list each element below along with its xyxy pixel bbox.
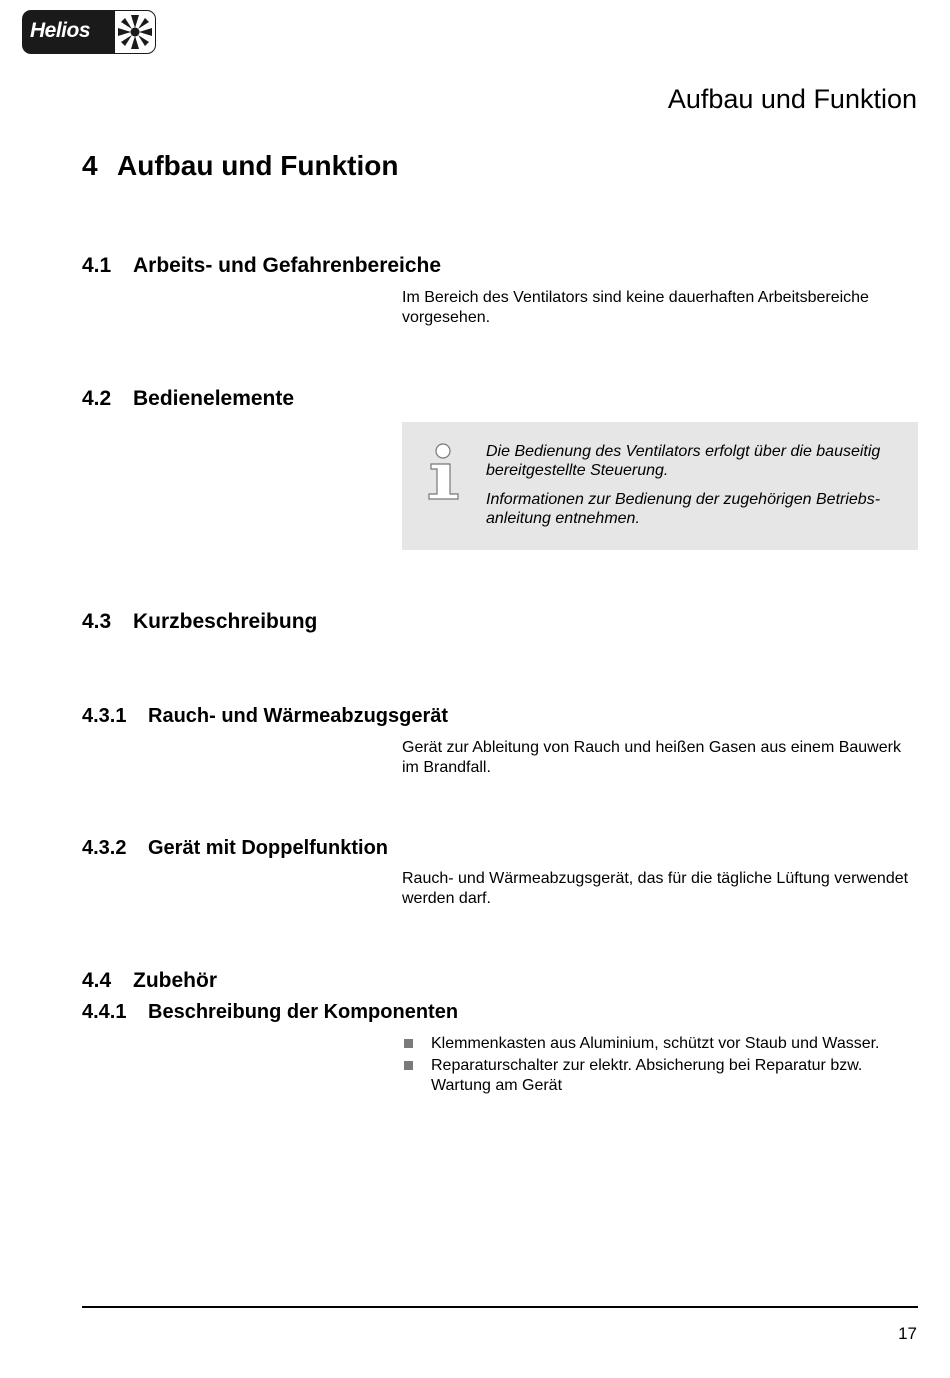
list-item-text: Klemmenkasten aus Aluminium, schützt vor Staub und Wasser.: [431, 1035, 880, 1052]
fan-icon: [114, 10, 156, 54]
square-bullet-icon: [404, 1061, 413, 1070]
info-note-text: [486, 442, 912, 538]
subsection-heading-4-4-1: [82, 1001, 458, 1024]
subsection-number: 4.3.1: [82, 705, 127, 727]
subsection-heading-4-3-1: [82, 705, 448, 728]
subsection-number: 4.4.1: [82, 1001, 127, 1023]
subsection-number: 4.3.2: [82, 837, 127, 859]
subsection-heading-4-3-2: [82, 837, 388, 860]
section-number: 4.1: [82, 254, 112, 277]
section-number: 4.4: [82, 969, 112, 992]
info-note-box: [402, 422, 918, 550]
page-number: 17: [898, 1324, 917, 1343]
section-heading-4-4: [82, 969, 217, 993]
subsection-body-4-3-2: Rauch- und Wärmeabzugsgerät, das für die tägliche Lüftung verwendet werden darf.: [402, 870, 909, 907]
list-item: [402, 1034, 922, 1054]
running-header-title: Aufbau und Funktion: [667, 84, 917, 114]
footer-divider: [82, 1306, 918, 1308]
subsection-title: Rauch- und Wärmeabzugsgerät: [148, 705, 449, 727]
list-item: [402, 1056, 922, 1096]
component-list: [402, 1034, 922, 1098]
chapter-heading: [82, 150, 399, 182]
info-icon: [426, 442, 462, 507]
subsection-title: Beschreibung der Komponenten: [148, 1001, 459, 1023]
square-bullet-icon: [404, 1039, 413, 1048]
section-body-4-1: Im Bereich des Ventilators sind keine dauerhaften Arbeitsbereiche vorgesehen.: [402, 289, 869, 326]
section-number: 4.2: [82, 387, 112, 410]
section-title: Arbeits- und Gefahrenbereiche: [133, 254, 442, 277]
subsection-body-4-3-1: Gerät zur Ableitung von Rauch und heißen Gasen aus einem Bauwerk im Brandfall.: [402, 739, 901, 776]
section-heading-4-1: [82, 254, 441, 278]
logo-text: Helios: [30, 19, 91, 42]
logo-wordmark: [22, 10, 114, 54]
section-title: Kurzbeschreibung: [133, 610, 318, 633]
info-note-paragraph: Die Bedienung des Ventilators erfolgt über die bauseitig bereitgestellte Steuerung.: [486, 443, 881, 479]
section-heading-4-3: [82, 610, 317, 634]
list-item-text: Reparaturschalter zur elektr. Absicherung bei Reparatur bzw. Wartung am Gerät: [431, 1057, 863, 1094]
section-title: Bedienelemente: [133, 387, 295, 410]
chapter-title: Aufbau und Funktion: [117, 150, 399, 181]
section-heading-4-2: [82, 387, 294, 411]
info-note-paragraph: Informationen zur Bedienung der zugehörigen Betriebs-anleitung entnehmen.: [486, 491, 881, 527]
chapter-number: 4: [82, 150, 98, 181]
subsection-title: Gerät mit Doppelfunktion: [148, 837, 388, 859]
helios-logo: [22, 10, 156, 54]
section-number: 4.3: [82, 610, 112, 633]
section-title: Zubehör: [133, 969, 217, 992]
